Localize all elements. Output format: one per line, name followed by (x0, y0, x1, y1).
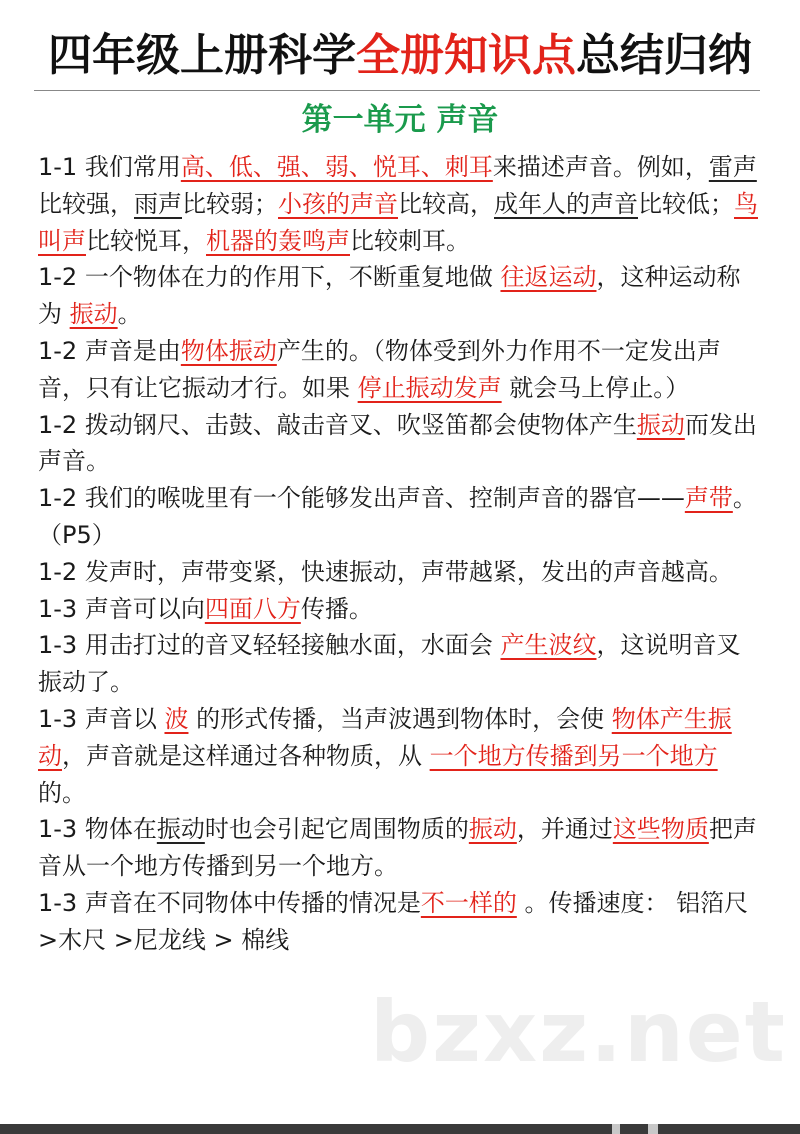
knowledge-item (38, 480, 762, 554)
item-text: 比较弱； (182, 189, 278, 218)
key-term: 鸟叫声 (38, 189, 758, 255)
key-term: 波 (164, 704, 189, 733)
item-text: 传播。 (300, 594, 373, 623)
item-text: ，这种运动称为 (38, 263, 741, 329)
knowledge-item (38, 885, 762, 959)
title-divider (34, 90, 760, 91)
item-text: 的形式传播，当声波遇到物体时，会使 (188, 704, 612, 733)
unit-title: 第一单元 声音 (301, 102, 499, 138)
item-text: 比较刺耳。 (350, 226, 470, 255)
knowledge-item (38, 333, 762, 407)
item-text: ，这说明音叉振动了。 (38, 631, 741, 697)
key-term: 往返运动 (500, 263, 597, 292)
item-text: 的。 (38, 778, 86, 807)
item-text: 1-3 声音以 (38, 704, 165, 733)
item-text: 而发出声音。 (38, 410, 757, 476)
knowledge-item (38, 701, 762, 811)
knowledge-list (38, 149, 762, 959)
item-text: 1-3 用击打过的音叉轻轻接触水面，水面会 (38, 631, 501, 660)
item-text: 。传播速度： 铝箔尺 >木尺 >尼龙线 > 棉线 (38, 888, 749, 954)
item-text: 比较高， (398, 189, 494, 218)
key-term: 振动 (636, 410, 685, 439)
item-text: 1-2 发声时，声带变紧，快速振动，声带越紧，发出的声音越高。 (38, 557, 733, 586)
title-highlight: 全册知识点 (356, 30, 576, 81)
key-term: 声带 (684, 484, 733, 513)
key-term: 机器的轰鸣声 (206, 226, 350, 255)
item-text: 来描述声音。例如， (492, 153, 709, 181)
underlined-term: 雷声 (708, 153, 757, 181)
item-text: 。 (117, 300, 142, 329)
underlined-term: 成年人的声音 (494, 189, 638, 218)
item-text: 比较悦耳， (86, 226, 206, 255)
item-text: 1-2 声音是由 (38, 336, 181, 365)
item-text: 比较低； (638, 189, 734, 218)
item-text: ，声音就是这样通过各种物质，从 (62, 741, 430, 770)
item-text: 。（P5） (38, 484, 757, 549)
key-term: 物体振动 (180, 336, 277, 365)
key-term: 物体产生振动 (38, 704, 732, 770)
knowledge-item (38, 407, 762, 481)
item-text: 1-3 声音在不同物体中传播的情况是 (38, 888, 421, 917)
underlined-term: 雨声 (134, 189, 182, 218)
item-text: 比较强， (38, 189, 134, 218)
key-term: 振动 (69, 300, 118, 329)
item-text: 把声音从一个地方传播到另一个地方。 (38, 815, 757, 881)
key-term: 四面八方 (204, 594, 301, 623)
item-text: 1-3 声音可以向 (38, 594, 205, 623)
item-text: 时也会引起它周围物质的 (204, 815, 469, 844)
key-term: 振动 (468, 815, 517, 844)
knowledge-item (38, 591, 762, 628)
knowledge-item (38, 627, 762, 701)
knowledge-item (38, 811, 762, 885)
item-text: ，并通过 (516, 815, 613, 844)
item-text: 就会马上停止。） (501, 373, 690, 402)
item-text: 1-1 我们常用 (38, 153, 181, 181)
item-text: 1-3 物体在 (38, 815, 157, 844)
key-term: 高、低、强、弱、悦耳、刺耳 (180, 153, 493, 181)
key-term: 一个地方传播到另一个地方 (429, 741, 718, 770)
item-text: 1-2 一个物体在力的作用下，不断重复地做 (38, 263, 501, 292)
bottom-strip-mark (612, 1124, 620, 1134)
underlined-term: 振动 (156, 815, 205, 844)
knowledge-item (38, 149, 762, 259)
item-text: 产生的。（物体受到外力作用不一定发出声音，只有让它振动才行。如果 (38, 336, 721, 402)
watermark: bzxz.net (370, 983, 787, 1081)
key-term: 产生波纹 (500, 631, 597, 660)
page-title: 四年级上册科学全册知识点总结归纳 (48, 30, 752, 81)
key-term: 小孩的声音 (278, 189, 398, 218)
knowledge-item (38, 554, 762, 591)
item-text: 1-2 拨动钢尺、击鼓、敲击音叉、吹竖笛都会使物体产生 (38, 410, 637, 439)
bottom-strip (0, 1124, 800, 1134)
key-term: 这些物质 (612, 815, 709, 844)
knowledge-item (38, 259, 762, 333)
item-text: 1-2 我们的喉咙里有一个能够发出声音、控制声音的器官—— (38, 484, 685, 513)
bottom-strip-mark (648, 1124, 658, 1134)
key-term: 不一样的 (420, 888, 517, 917)
key-term: 停止振动发声 (357, 373, 502, 402)
